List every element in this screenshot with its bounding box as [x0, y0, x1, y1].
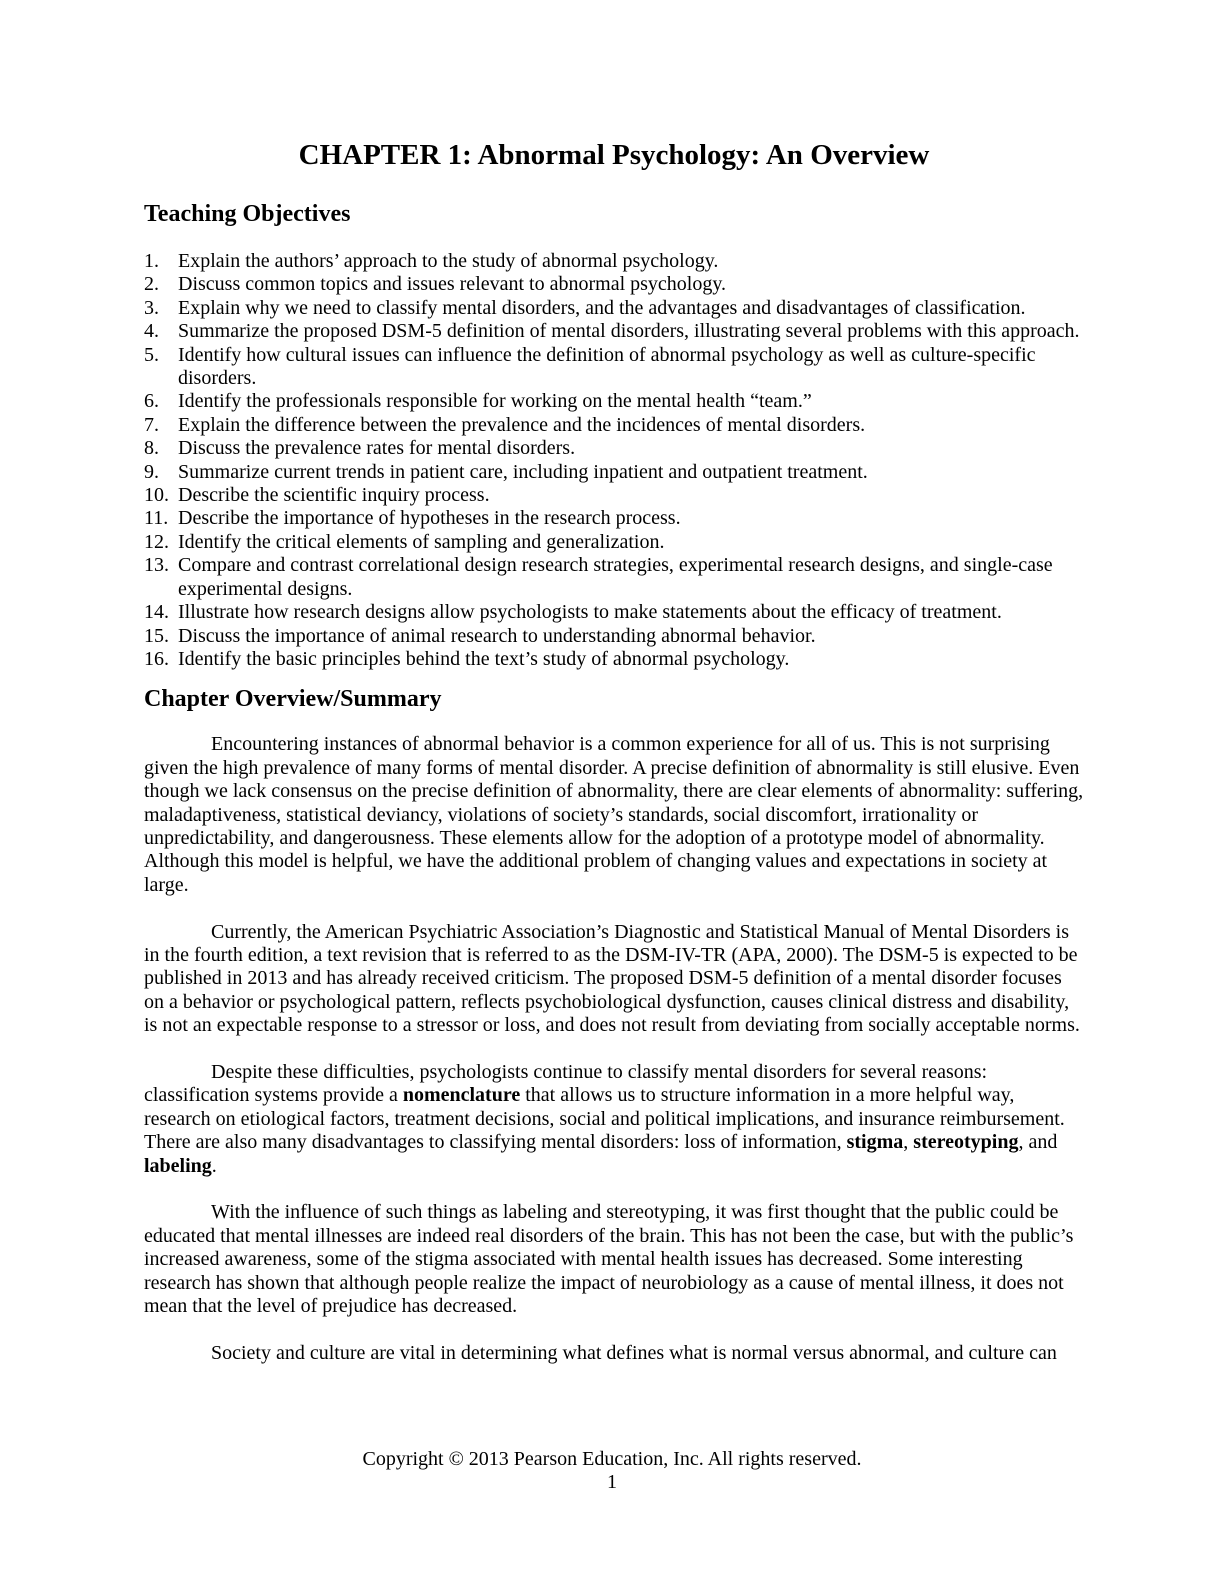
objective-number: 8. [144, 437, 159, 460]
objective-number: 3. [144, 296, 159, 319]
objective-text: Discuss the importance of animal research to understanding abnormal behavior. [178, 624, 816, 647]
overview-paragraph-4: With the influence of such things as labeling and stereotyping, it was first thought that the public could be educated that mental illnesses are indeed real disorders of the brain. This has not been the case, but with the public’s increased awareness, some of the stigma associated with mental health issues has decreased. Some interesting research has shown that although people realize the impact of neurobiology as a cause of mental illness, it does not mean that the level of prejudice has decreased. [144, 1201, 1074, 1318]
objective-text: Identify the critical elements of sampling and generalization. [178, 530, 665, 553]
objective-item-6 [144, 390, 1084, 413]
objective-number: 10. [144, 484, 169, 507]
objective-number: 6. [144, 390, 159, 413]
overview-paragraph-1: Encountering instances of abnormal behavior is a common experience for all of us. This is not surprising given the high prevalence of many forms of mental disorder. A precise definition of abnormality is still elusive. Even though we lack consensus on the precise definition of abnormality, there are clear elements of abnormality: suffering, maladaptiveness, statistical deviancy, violations of society’s standards, social discomfort, irrationality or unpredictability, and dangerousness. These elements allow for the adoption of a prototype model of abnormality. Although this model is helpful, we have the additional problem of changing values and expectations in society at large. [144, 733, 1084, 896]
objective-text: Discuss the prevalence rates for mental disorders. [178, 437, 576, 460]
copyright-notice: Copyright © 2013 Pearson Education, Inc. All rights reserved. [362, 1448, 862, 1470]
objective-item-13 [144, 554, 1084, 601]
objective-number: 2. [144, 273, 159, 296]
objective-item-2 [144, 273, 1084, 296]
objective-number: 16. [144, 647, 169, 670]
section-chapter-overview [144, 685, 1084, 1365]
objective-item-12 [144, 531, 1084, 554]
objective-number: 4. [144, 320, 159, 343]
objective-number: 13. [144, 554, 169, 577]
page-footer [0, 1448, 1224, 1495]
chapter-overview-heading: Chapter Overview/Summary [144, 686, 442, 713]
objective-item-11 [144, 507, 1084, 530]
objective-number: 11. [144, 507, 169, 530]
page-number: 1 [607, 1471, 617, 1494]
objective-number: 9. [144, 460, 159, 483]
objective-text: Summarize the proposed DSM-5 definition of mental disorders, illustrating several problems with this approach. [178, 320, 1080, 343]
objective-item-4 [144, 320, 1084, 343]
overview-paragraph-2: Currently, the American Psychiatric Association’s Diagnostic and Statistical Manual of Mental Disorders is in the fourth edition, a text revision that is referred to as the DSM-IV-TR (APA, 2000). The DSM-5 is expected to be published in 2013 and has already received criticism. The proposed DSM-5 definition of a mental disorder focuses on a behavior or psychological pattern, reflects psychobiological dysfunction, causes clinical distress and disability, is not an expectable response to a stressor or loss, and does not result from deviating from socially acceptable norms. [144, 920, 1080, 1037]
objective-text: Summarize current trends in patient care, including inpatient and outpatient treatment. [178, 460, 868, 483]
page-title: CHAPTER 1: Abnormal Psychology: An Overview [298, 139, 930, 171]
objective-text: Describe the importance of hypotheses in the research process. [178, 507, 681, 530]
objective-text: Discuss common topics and issues relevant to abnormal psychology. [178, 273, 727, 296]
objective-number: 7. [144, 413, 159, 436]
objective-item-5 [144, 344, 1084, 391]
objective-text: Explain the authors’ approach to the study of abnormal psychology. [178, 250, 719, 272]
teaching-objectives-heading: Teaching Objectives [144, 201, 351, 227]
section-teaching-objectives [144, 200, 1084, 671]
objective-item-9 [144, 461, 1084, 484]
objective-item-14 [144, 601, 1084, 624]
objective-text: Explain why we need to classify mental disorders, and the advantages and disadvantages of classification. [178, 296, 1026, 319]
objective-number: 14. [144, 601, 169, 624]
objective-number: 5. [144, 343, 159, 366]
objective-text: Identify how cultural issues can influence the definition of abnormal psychology as well as culture-specific disorders. [178, 343, 1036, 390]
overview-paragraph-5: Society and culture are vital in determining what defines what is normal versus abnormal, and culture can [211, 1341, 1057, 1364]
objective-text: Identify the professionals responsible for working on the mental health “team.” [178, 390, 812, 413]
objective-number: 1. [144, 250, 159, 272]
objective-text: Describe the scientific inquiry process. [178, 484, 490, 507]
objective-item-15 [144, 625, 1084, 648]
objective-item-8 [144, 437, 1084, 460]
objective-number: 15. [144, 624, 169, 647]
objective-number: 12. [144, 530, 169, 553]
objective-item-3 [144, 297, 1084, 320]
objectives-list [144, 250, 1084, 671]
objective-text: Explain the difference between the prevalence and the incidences of mental disorders. [178, 413, 866, 436]
objective-text: Compare and contrast correlational design research strategies, experimental research designs, and single-case experimental designs. [178, 554, 1053, 600]
objective-item-1 [144, 250, 1084, 273]
objective-text: Identify the basic principles behind the text’s study of abnormal psychology. [178, 647, 790, 670]
objective-item-10 [144, 484, 1084, 507]
objective-item-7 [144, 414, 1084, 437]
objective-item-16 [144, 648, 1084, 671]
objective-text: Illustrate how research designs allow psychologists to make statements about the efficacy of treatment. [178, 601, 1002, 624]
overview-paragraph-3: Despite these difficulties, psychologists continue to classify mental disorders for several reasons: classification systems provide a nomenclature that allows us to structure information in a more helpful way, research on etiological factors, treatment decisions, social and political implications, and insurance reimbursement. There are also many disadvantages to classifying mental disorders: loss of information, stigma, stereotyping, and labeling. [144, 1060, 1065, 1177]
